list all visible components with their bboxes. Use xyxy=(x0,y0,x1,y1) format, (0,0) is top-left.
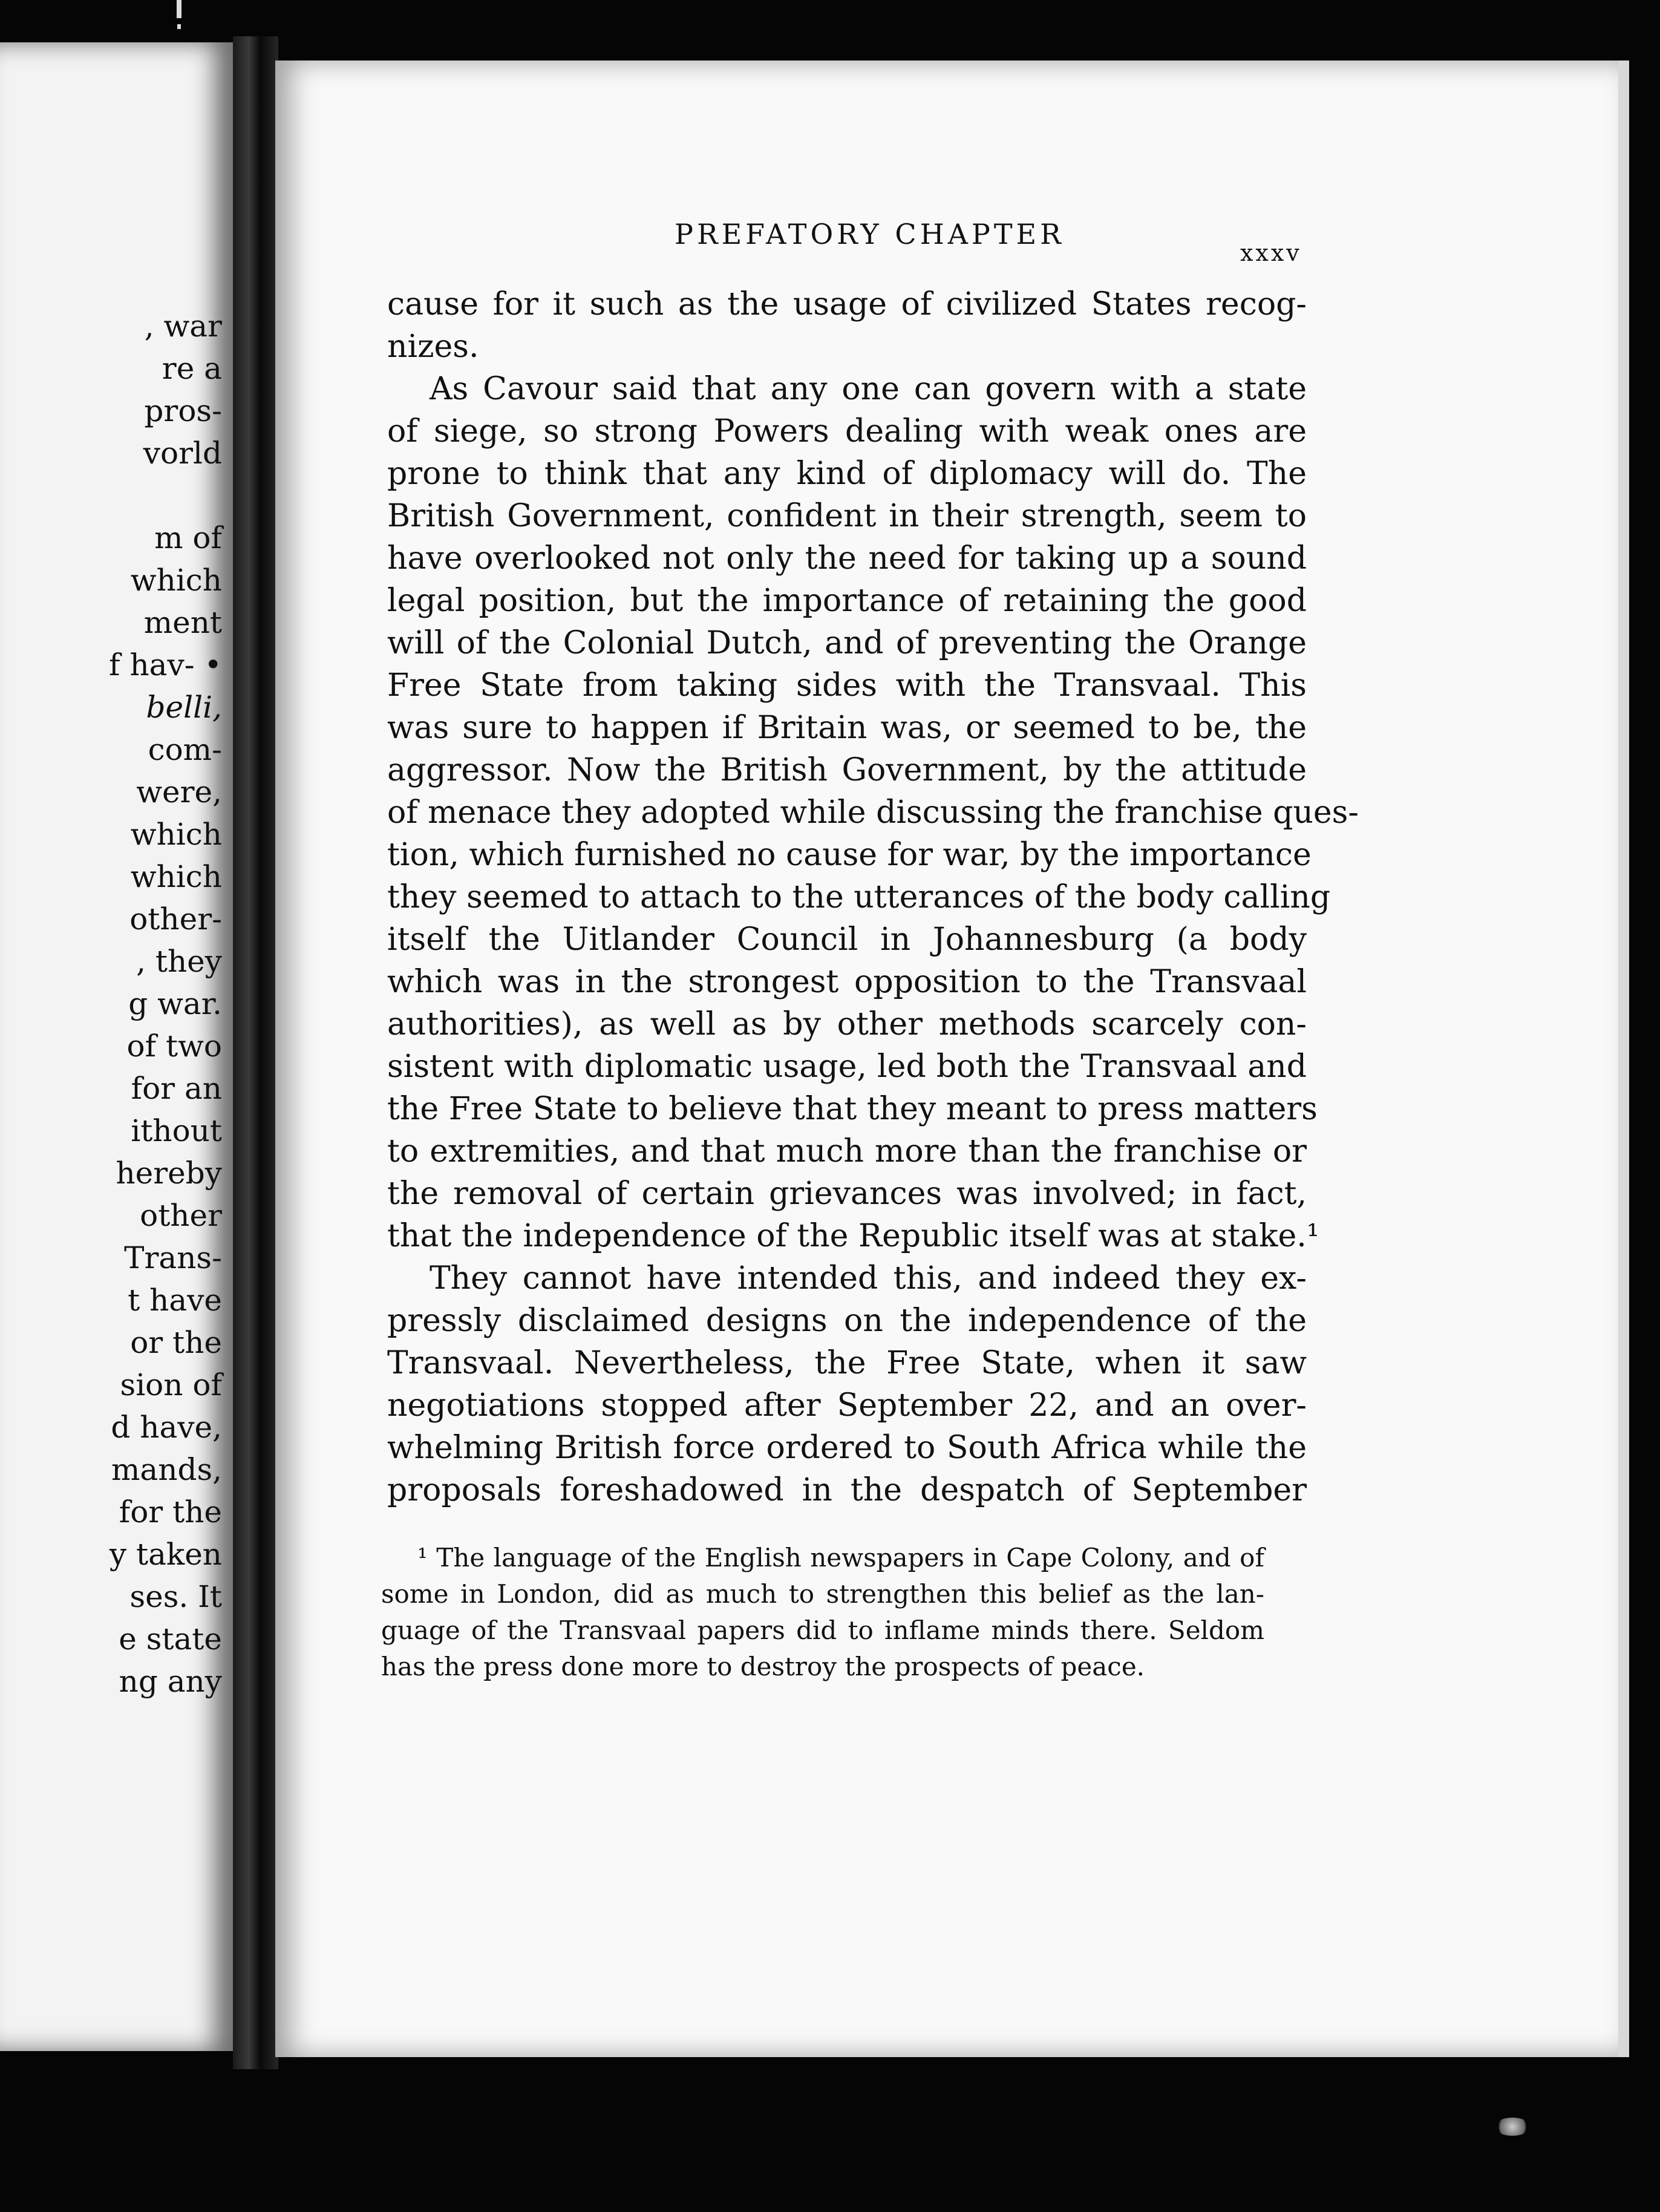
body-line: whelming British force ordered to South Africa while the xyxy=(387,1430,1307,1466)
body-line: negotiations stopped after September 22, and an over- xyxy=(387,1387,1307,1424)
body-line: was sure to happen if Britain was, or seemed to be, the xyxy=(387,710,1307,746)
page-number: xxxv xyxy=(1240,240,1302,266)
left-page-line: or the xyxy=(130,1325,222,1360)
body-text xyxy=(387,283,1359,1511)
left-page-line: were, xyxy=(136,774,222,810)
left-page-line: hereby xyxy=(116,1156,222,1191)
left-page-line: g war. xyxy=(128,986,222,1021)
left-page-fragment xyxy=(0,42,233,2051)
left-page-line: other xyxy=(140,1198,222,1233)
body-line: prone to think that any kind of diplomacy will do. The xyxy=(387,456,1307,492)
footnote-line: guage of the Transvaal papers did to inflame minds there. Seldom xyxy=(381,1615,1264,1645)
body-line: Free State from taking sides with the Transvaal. This xyxy=(387,667,1307,704)
left-page-line: ment xyxy=(143,605,222,640)
body-line: have overlooked not only the need for taking up a sound xyxy=(387,540,1307,577)
left-page-line: d have, xyxy=(111,1410,222,1445)
body-line: British Government, confident in their strength, seem to xyxy=(387,498,1307,534)
scan-smudge xyxy=(1494,2118,1531,2136)
scan-artifact xyxy=(177,24,181,29)
body-line: itself the Uitlander Council in Johannesburg (a body xyxy=(387,921,1307,958)
left-page-line: , war xyxy=(144,309,222,344)
body-line: cause for it such as the usage of civilized States recog- xyxy=(387,286,1307,322)
body-line: they seemed to attach to the utterances of the body calling xyxy=(387,879,1331,915)
body-line: sistent with diplomatic usage, led both the Transvaal and xyxy=(387,1049,1307,1085)
body-line: aggressor. Now the British Government, by the attitude xyxy=(387,752,1307,788)
body-line: to extremities, and that much more than the franchise or xyxy=(387,1133,1307,1170)
left-page-line: which xyxy=(130,859,222,894)
left-page-line: which xyxy=(130,563,222,598)
left-page-line: sion of xyxy=(120,1367,222,1402)
left-page-line: vorld xyxy=(143,436,222,471)
left-page-line: for an xyxy=(131,1071,222,1106)
body-line: the Free State to believe that they meant to press matters xyxy=(387,1091,1318,1127)
body-line: will of the Colonial Dutch, and of preventing the Orange xyxy=(387,625,1307,661)
left-page-line: re a xyxy=(162,351,222,386)
left-page-line: , they xyxy=(136,944,222,979)
body-line: They cannot have intended this, and indeed they ex- xyxy=(430,1260,1307,1297)
footnote-line: has the press done more to destroy the prospects of peace. xyxy=(381,1652,1145,1681)
body-line: tion, which furnished no cause for war, by the importance xyxy=(387,837,1312,873)
body-line: proposals foreshadowed in the despatch of September xyxy=(387,1472,1307,1508)
left-page-line: e state xyxy=(119,1621,222,1657)
scan-artifact xyxy=(177,0,181,18)
footnote xyxy=(381,1540,1264,1685)
left-page-line: mands, xyxy=(111,1452,222,1487)
left-page-line: t have xyxy=(128,1283,222,1318)
body-line: legal position, but the importance of retaining the good xyxy=(387,583,1307,619)
left-page-line: other- xyxy=(129,901,222,937)
left-page-line: f hav- • xyxy=(109,647,222,682)
left-page-line: y taken xyxy=(109,1537,222,1572)
left-page-line: Trans- xyxy=(124,1240,222,1275)
body-line: the removal of certain grievances was involved; in fact, xyxy=(387,1176,1307,1212)
left-page-line: for the xyxy=(119,1494,222,1530)
left-page-line: which xyxy=(130,817,222,852)
body-line: that the independence of the Republic itself was at stake.¹ xyxy=(387,1218,1319,1254)
body-line: pressly disclaimed designs on the independence of the xyxy=(387,1303,1307,1339)
footnote-line: ¹ The language of the English newspapers in Cape Colony, and of xyxy=(417,1543,1264,1572)
left-page-line: m of xyxy=(154,520,222,555)
body-line: which was in the strongest opposition to the Transvaal xyxy=(387,964,1307,1000)
left-page-line: ses. It xyxy=(129,1579,222,1614)
body-line: Transvaal. Nevertheless, the Free State, when it saw xyxy=(387,1345,1307,1381)
left-page-line: of two xyxy=(126,1029,222,1064)
body-line: of siege, so strong Powers dealing with weak ones are xyxy=(387,413,1307,450)
footnote-line: some in London, did as much to strengthen this belief as the lan- xyxy=(381,1579,1264,1609)
body-line: nizes. xyxy=(387,329,479,365)
left-page-line: pros- xyxy=(144,393,222,428)
body-line: of menace they adopted while discussing the franchise ques- xyxy=(387,794,1359,831)
book-gutter xyxy=(233,36,278,2069)
body-line: As Cavour said that any one can govern with a state xyxy=(430,371,1307,407)
left-page-line: com- xyxy=(148,732,222,767)
left-page-line: ithout xyxy=(131,1113,222,1148)
running-head: PREFATORY CHAPTER xyxy=(675,218,1065,250)
body-line: authorities), as well as by other methods scarcely con- xyxy=(387,1006,1307,1042)
left-page-line: ng any xyxy=(119,1664,222,1699)
left-page-line: belli, xyxy=(146,690,222,725)
